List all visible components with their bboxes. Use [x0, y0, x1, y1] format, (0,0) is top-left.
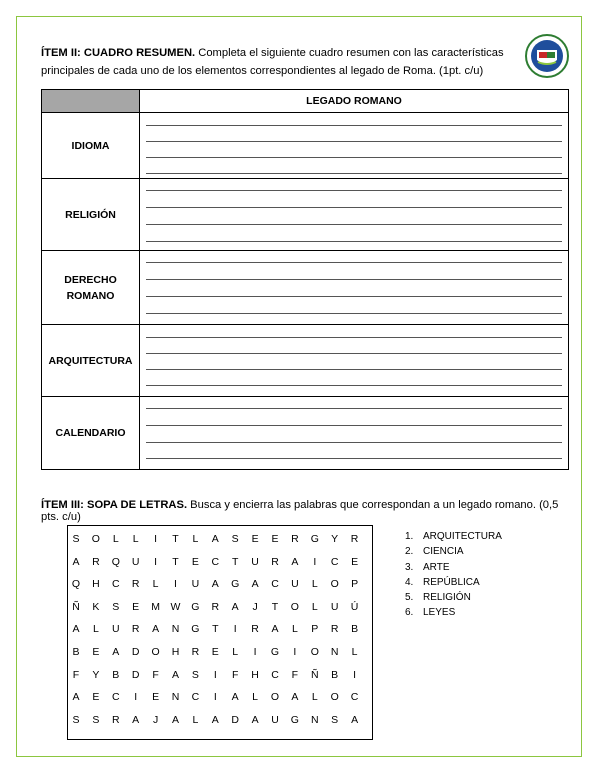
grid-letter[interactable]: A [251, 578, 259, 591]
row-label-arquitectura: ARQUITECTURA [42, 325, 140, 397]
grid-letter[interactable]: E [211, 646, 219, 658]
summary-table [41, 89, 569, 470]
grid-letter[interactable]: U [291, 578, 299, 591]
grid-letter[interactable]: R [191, 646, 200, 658]
grid-letter[interactable]: A [271, 623, 279, 636]
grid-letter[interactable]: L [351, 646, 358, 658]
header-legado-romano: LEGADO ROMANO [140, 90, 569, 113]
grid-letter[interactable]: T [172, 555, 179, 568]
grid-letter[interactable]: A [231, 600, 239, 613]
grid-letter[interactable]: S [72, 713, 80, 726]
grid-letter[interactable]: L [92, 623, 99, 636]
table-row [42, 397, 569, 470]
grid-letter[interactable]: U [271, 713, 279, 726]
grid-letter[interactable]: W [170, 600, 181, 613]
answer-lines[interactable] [140, 113, 569, 179]
list-item: 2. CIENCIA [405, 546, 464, 558]
grid-letter[interactable]: N [330, 646, 339, 658]
grid-letter[interactable]: H [251, 668, 259, 681]
grid-letter[interactable]: A [351, 713, 359, 726]
grid-letter[interactable]: U [191, 578, 200, 591]
grid-letter[interactable]: I [313, 555, 317, 568]
grid-letter[interactable]: N [171, 691, 180, 704]
row-label-religion: RELIGIÓN [42, 179, 140, 251]
grid-letter[interactable]: S [112, 600, 120, 613]
grid-letter[interactable]: C [350, 691, 359, 704]
grid-letter[interactable]: T [271, 600, 279, 613]
grid-letter[interactable]: Ú [350, 600, 359, 613]
grid-letter[interactable]: C [112, 578, 120, 591]
grid-letter[interactable]: L [112, 533, 119, 545]
school-crest-icon [525, 34, 569, 78]
grid-letter[interactable]: G [191, 623, 200, 636]
grid-letter[interactable]: O [290, 600, 299, 613]
grid-letter[interactable]: E [271, 533, 279, 545]
row-label-calendario: CALENDARIO [42, 397, 140, 470]
table-row [42, 179, 569, 251]
grid-letter[interactable]: A [171, 668, 179, 681]
grid-letter[interactable]: O [330, 691, 339, 704]
grid-letter[interactable]: S [231, 533, 239, 545]
grid-letter[interactable]: B [351, 623, 359, 636]
answer-lines[interactable] [140, 251, 569, 325]
grid-letter[interactable]: A [112, 646, 120, 658]
grid-letter[interactable]: T [172, 533, 179, 545]
grid-letter[interactable]: F [291, 668, 299, 681]
grid-letter[interactable]: D [131, 668, 140, 681]
grid-letter[interactable]: U [251, 555, 259, 568]
grid-letter[interactable]: A [211, 578, 219, 591]
grid-letter[interactable]: C [330, 555, 339, 568]
grid-letter[interactable]: A [291, 691, 299, 704]
grid-letter[interactable]: G [191, 600, 200, 613]
grid-letter[interactable]: S [331, 713, 339, 726]
grid-letter[interactable]: F [231, 668, 239, 681]
grid-letter[interactable]: E [351, 555, 359, 568]
item3-text: Busca y encierra las palabras que correspondan a un legado romano. (0,5 pts. c/u) [41, 499, 559, 523]
grid-letter[interactable]: R [271, 555, 279, 568]
list-item: 5. RELIGIÓN [405, 592, 471, 604]
grid-letter[interactable]: C [271, 578, 279, 591]
grid-letter[interactable]: R [291, 533, 299, 545]
grid-letter[interactable]: N [311, 713, 319, 726]
grid-letter[interactable]: O [310, 646, 319, 658]
row-label-idioma: IDIOMA [42, 113, 140, 179]
item2-instructions [41, 44, 511, 80]
answer-lines[interactable] [140, 179, 569, 251]
grid-letter[interactable]: I [154, 555, 158, 568]
grid-letter[interactable]: O [91, 533, 100, 545]
answer-lines[interactable] [140, 325, 569, 397]
grid-letter[interactable]: C [112, 691, 120, 704]
grid-letter[interactable]: S [72, 533, 80, 545]
grid-letter[interactable]: J [252, 600, 258, 613]
grid-letter[interactable]: L [252, 691, 259, 704]
grid-letter[interactable]: H [171, 646, 180, 658]
list-item: 6. LEYES [405, 607, 456, 619]
grid-letter[interactable]: E [132, 600, 140, 613]
grid-letter[interactable]: D [131, 646, 140, 658]
grid-letter[interactable]: I [233, 623, 237, 636]
grid-letter[interactable]: B [72, 646, 80, 658]
grid-letter[interactable]: G [310, 533, 319, 545]
grid-letter[interactable]: A [231, 691, 239, 704]
grid-letter[interactable]: R [211, 600, 220, 613]
grid-letter[interactable]: E [191, 555, 199, 568]
row-label-derecho-romano: DERECHO ROMANO [42, 251, 140, 325]
grid-letter[interactable]: E [92, 646, 100, 658]
grid-letter[interactable]: O [151, 646, 160, 658]
grid-letter[interactable]: A [251, 713, 259, 726]
grid-letter[interactable]: I [213, 668, 217, 681]
grid-letter[interactable]: B [112, 668, 120, 681]
grid-letter[interactable]: E [251, 533, 259, 545]
grid-letter[interactable]: L [132, 533, 139, 545]
list-item: 4. REPÚBLICA [405, 576, 480, 588]
answer-lines[interactable] [140, 397, 569, 470]
grid-letter[interactable]: A [291, 555, 299, 568]
grid-letter[interactable]: O [330, 578, 339, 591]
grid-letter[interactable]: H [92, 578, 100, 591]
grid-letter[interactable]: R [131, 578, 140, 591]
grid-letter[interactable]: G [270, 646, 280, 658]
word-search-grid[interactable] [67, 525, 373, 740]
grid-letter[interactable]: S [92, 713, 100, 726]
grid-letter[interactable]: Ñ [311, 668, 319, 681]
grid-letter[interactable]: I [293, 646, 297, 658]
grid-letter[interactable]: L [311, 578, 318, 591]
grid-letter[interactable]: I [253, 646, 257, 658]
grid-letter[interactable]: U [131, 555, 140, 568]
grid-letter[interactable]: M [151, 600, 160, 613]
grid-letter[interactable]: A [171, 713, 179, 726]
grid-letter[interactable]: L [311, 691, 318, 704]
grid-letter[interactable]: O [270, 691, 280, 704]
grid-letter[interactable]: A [132, 713, 140, 726]
grid-letter[interactable]: R [92, 555, 100, 568]
list-item: 3. ARTE [405, 561, 450, 573]
grid-letter[interactable]: S [191, 668, 199, 681]
grid-letter[interactable]: U [330, 600, 339, 613]
grid-letter[interactable]: Ñ [72, 600, 80, 613]
table-row [42, 113, 569, 179]
grid-letter[interactable]: A [72, 623, 80, 636]
summary-header-row [42, 90, 569, 113]
grid-letter[interactable]: B [331, 668, 339, 681]
grid-letter[interactable]: I [353, 668, 357, 681]
item2-title: ÍTEM II: CUADRO RESUMEN. [41, 47, 196, 59]
grid-letter[interactable]: I [134, 691, 138, 704]
grid-letter[interactable]: K [92, 600, 100, 613]
grid-letter[interactable]: Y [92, 668, 100, 681]
grid-letter[interactable]: C [211, 555, 220, 568]
grid-letter[interactable]: I [213, 691, 217, 704]
grid-letter[interactable]: L [232, 646, 239, 658]
grid-letter[interactable]: A [152, 623, 160, 636]
grid-letter[interactable]: T [231, 555, 239, 568]
word-list [405, 531, 502, 623]
grid-letter[interactable]: I [174, 578, 177, 591]
item3-title: ÍTEM III: SOPA DE LETRAS. [41, 499, 188, 511]
grid-letter[interactable]: T [212, 623, 219, 636]
grid-letter[interactable]: J [152, 713, 159, 726]
grid-letter[interactable]: L [152, 578, 159, 591]
grid-letter[interactable]: A [211, 533, 219, 545]
grid-letter[interactable]: E [152, 691, 160, 704]
grid-letter[interactable]: D [231, 713, 239, 726]
grid-letter[interactable]: G [231, 578, 240, 591]
grid-letter[interactable]: F [72, 668, 80, 681]
grid-letter[interactable]: I [154, 533, 158, 545]
grid-letter[interactable]: Q [71, 578, 81, 591]
grid-letter[interactable]: L [192, 713, 199, 726]
grid-letter[interactable]: G [290, 713, 299, 726]
grid-letter[interactable]: Y [331, 533, 339, 545]
grid-letter[interactable]: R [251, 623, 259, 636]
header-blank-cell [42, 90, 140, 113]
grid-letter[interactable]: Q [111, 555, 120, 568]
grid-letter[interactable]: A [211, 713, 219, 726]
grid-letter[interactable]: R [112, 713, 120, 726]
grid-letter[interactable]: A [72, 555, 80, 568]
grid-letter[interactable]: R [350, 533, 359, 545]
grid-letter[interactable]: A [72, 691, 80, 704]
table-row [42, 251, 569, 325]
grid-letter[interactable]: N [171, 623, 180, 636]
grid-letter[interactable]: C [271, 668, 279, 681]
grid-letter[interactable]: E [92, 691, 100, 704]
grid-letter[interactable]: C [191, 691, 200, 704]
grid-letter[interactable]: P [311, 623, 319, 636]
grid-letter[interactable]: R [131, 623, 140, 636]
grid-letter[interactable]: U [112, 623, 120, 636]
list-item: 1. ARQUITECTURA [405, 531, 502, 542]
grid-letter[interactable]: F [152, 668, 159, 681]
grid-letter[interactable]: L [192, 533, 199, 545]
grid-letter[interactable]: L [311, 600, 318, 613]
grid-letter[interactable]: P [351, 578, 359, 591]
grid-letter[interactable]: R [330, 623, 339, 636]
grid-letter[interactable]: L [291, 623, 298, 636]
item3-instructions [41, 499, 561, 523]
item2-text: Completa el siguiente cuadro resumen con las características principales de cada uno de los elementos correspondientes al legado de Roma. (1pt. c/u) [41, 47, 504, 77]
table-row [42, 325, 569, 397]
